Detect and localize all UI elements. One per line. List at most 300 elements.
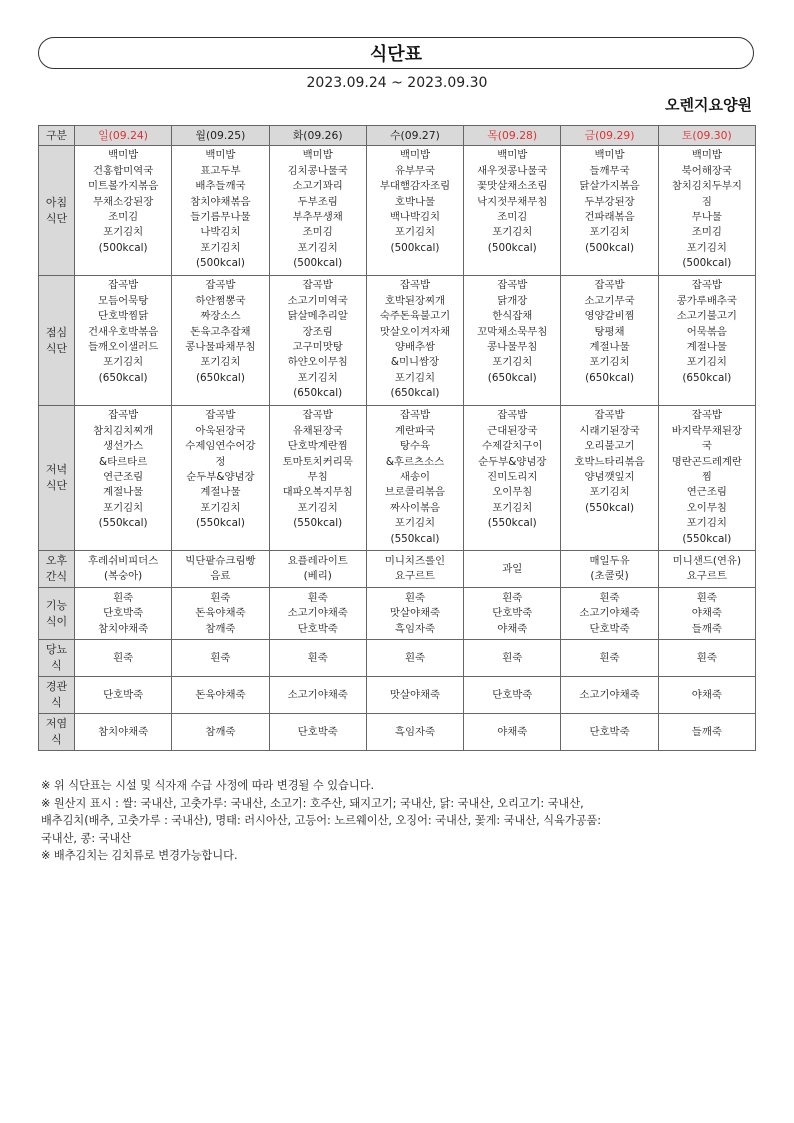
- menu-cell: [464, 551, 561, 588]
- diabetic-diet-row: [39, 640, 756, 677]
- menu-item: 흑임자죽: [394, 622, 436, 635]
- menu-item: (550kcal): [682, 532, 732, 545]
- row-label-line: 당뇨: [45, 643, 68, 657]
- page-title: 식단표: [38, 37, 754, 69]
- menu-item: 단호박죽: [589, 725, 630, 738]
- menu-item: 건새우호박볶음: [88, 325, 159, 338]
- menu-item: 포기김치: [297, 501, 338, 514]
- menu-item: 요구르트: [394, 570, 436, 583]
- menu-item: (복숭아): [104, 570, 143, 583]
- row-label-line: 경관: [45, 680, 68, 694]
- menu-item: 포기김치: [492, 226, 533, 239]
- menu-item: 포기김치: [589, 486, 630, 499]
- menu-item: 표고두부: [200, 164, 241, 177]
- row-label-line: 점심: [45, 325, 68, 339]
- menu-item: 야채죽: [497, 725, 528, 738]
- menu-item: 잡곡밥: [205, 409, 236, 422]
- menu-item: 호박된장찌개: [384, 294, 446, 307]
- menu-item: 어묵볶음: [686, 325, 727, 338]
- menu-item: 모듬어묵탕: [98, 294, 149, 307]
- menu-item: 잡곡밥: [302, 409, 333, 422]
- menu-item: 백미밥: [691, 149, 722, 162]
- menu-item: (550kcal): [585, 501, 635, 514]
- menu-item: 배추들깨국: [195, 180, 246, 193]
- row-label: [39, 640, 75, 677]
- menu-item: 단호박죽: [297, 725, 338, 738]
- menu-cell: [366, 714, 463, 751]
- menu-cell: [366, 588, 463, 640]
- menu-item: 생선가스: [103, 440, 144, 453]
- menu-item: 흰죽: [404, 591, 426, 604]
- menu-cell: [561, 640, 658, 677]
- menu-item: 순두부&양념장: [478, 455, 547, 468]
- menu-item: (500kcal): [293, 257, 343, 270]
- menu-item: 소고기무국: [584, 294, 635, 307]
- menu-cell: [269, 714, 366, 751]
- menu-cell: [658, 677, 755, 714]
- menu-item: 백미밥: [594, 149, 625, 162]
- menu-item: 들깨오이샐러드: [88, 341, 159, 354]
- menu-item: 찜: [701, 471, 712, 484]
- menu-item: 정: [215, 455, 226, 468]
- menu-item: 요플레라이트: [287, 555, 348, 567]
- menu-item: 부추무생채: [292, 211, 343, 224]
- menu-item: 미트볼가지볶음: [88, 180, 159, 193]
- menu-cell: [269, 588, 366, 640]
- menu-item: 흰죽: [307, 651, 328, 664]
- menu-item: 포기김치: [103, 356, 144, 369]
- menu-cell: [75, 276, 172, 406]
- menu-cell: [561, 588, 658, 640]
- menu-item: 꼬막채소묵무침: [477, 325, 548, 338]
- menu-item: 잡곡밥: [108, 409, 139, 422]
- menu-item: 참깨죽: [205, 725, 236, 738]
- row-label: [39, 276, 75, 406]
- menu-item: (650kcal): [682, 371, 732, 384]
- row-label-line: 식: [51, 733, 62, 747]
- header-day: 목(09.28): [464, 126, 561, 146]
- menu-item: 포기김치: [589, 226, 630, 239]
- menu-item: (500kcal): [682, 257, 732, 270]
- menu-cell: [75, 714, 172, 751]
- menu-item: 숙주돈육불고기: [379, 310, 451, 323]
- menu-item: 흰죽: [210, 591, 231, 604]
- menu-item: 무나물: [691, 211, 722, 224]
- menu-item: 돈육고추잡채: [190, 325, 251, 338]
- menu-item: 토마토치커리묵: [282, 455, 353, 468]
- menu-item: 소고기야채죽: [579, 688, 640, 701]
- menu-item: 아욱된장국: [195, 424, 246, 437]
- menu-cell: [366, 640, 463, 677]
- note-line: ※ 원산지 표시 : 쌀: 국내산, 고춧가루: 국내산, 소고기: 호주산, 돼지고기; 국내산, 닭: 국내산, 오리고기: 국내산,: [41, 796, 584, 810]
- menu-item: 백미밥: [205, 149, 236, 162]
- menu-item: 백미밥: [497, 149, 528, 162]
- menu-item: 음료: [210, 570, 231, 583]
- menu-item: 잡곡밥: [594, 409, 625, 422]
- menu-item: 맛살야채죽: [389, 607, 441, 620]
- menu-cell: [464, 640, 561, 677]
- menu-item: &미니쌈장: [390, 356, 440, 369]
- menu-cell: [464, 714, 561, 751]
- menu-item: 흰죽: [502, 591, 523, 604]
- menu-item: 들깨무국: [589, 164, 630, 177]
- row-label-line: 간식: [45, 570, 68, 584]
- menu-cell: [561, 276, 658, 406]
- menu-item: 새우젓콩나물국: [477, 164, 548, 177]
- note-line: 국내산, 콩: 국내산: [41, 831, 132, 845]
- menu-item: 바지락무채된장: [671, 424, 742, 437]
- menu-cell: [658, 406, 755, 551]
- row-label: [39, 714, 75, 751]
- menu-item: 닭개장: [497, 294, 528, 307]
- row-label-line: 저염: [45, 717, 68, 731]
- menu-item: 수제임연수어강: [185, 440, 256, 453]
- menu-cell: [75, 640, 172, 677]
- menu-item: 포기김치: [589, 356, 630, 369]
- menu-item: 명란곤드레계란: [671, 455, 742, 468]
- menu-item: 흰죽: [113, 651, 134, 664]
- menu-item: 두부조림: [297, 195, 338, 208]
- menu-item: 백나박김치: [389, 211, 441, 224]
- menu-item: (550kcal): [390, 532, 440, 545]
- menu-item: 단호박계란찜: [287, 440, 348, 453]
- menu-item: 참깨죽: [205, 622, 236, 635]
- menu-cell: [561, 406, 658, 551]
- menu-item: (초콜릿): [590, 570, 629, 583]
- menu-item: 콩나물파채무침: [185, 341, 256, 354]
- menu-item: 두부강된장: [584, 195, 635, 208]
- menu-cell: [366, 677, 463, 714]
- menu-item: &후르츠소스: [385, 455, 445, 468]
- menu-item: 근대된장국: [487, 424, 538, 437]
- menu-item: 단호박찜닭: [98, 310, 149, 323]
- menu-item: 잡곡밥: [691, 409, 722, 422]
- menu-cell: [561, 677, 658, 714]
- menu-item: 꽃맛살채소조림: [477, 180, 548, 193]
- menu-item: 잡곡밥: [594, 279, 625, 292]
- header-day: 토(09.30): [658, 126, 755, 146]
- dinner-row: [39, 406, 756, 551]
- menu-item: 닭살가지볶음: [579, 180, 640, 193]
- menu-item: 요구르트: [686, 570, 727, 583]
- menu-item: 단호박죽: [103, 607, 144, 620]
- menu-cell: [172, 146, 269, 276]
- menu-period: 2023.09.24 ~ 2023.09.30: [306, 75, 488, 91]
- menu-item: 돈육야채죽: [195, 688, 246, 701]
- header-row: [39, 126, 756, 146]
- menu-item: 흰죽: [696, 651, 717, 664]
- header-day: 월(09.25): [172, 126, 269, 146]
- menu-item: (650kcal): [390, 387, 440, 400]
- menu-item: 수제갈치구이: [482, 440, 543, 453]
- menu-item: 소고기야채죽: [287, 688, 348, 701]
- menu-item: (500kcal): [195, 257, 245, 270]
- low-salt-row: [39, 714, 756, 751]
- menu-item: 잡곡밥: [302, 279, 333, 292]
- menu-item: 브로콜리볶음: [384, 486, 446, 499]
- menu-item: 소고기야채죽: [287, 607, 348, 620]
- menu-item: (550kcal): [293, 517, 343, 530]
- header-day: 일(09.24): [75, 126, 172, 146]
- menu-cell: [464, 146, 561, 276]
- menu-item: 호박나물: [394, 195, 436, 208]
- menu-item: 건파래볶음: [584, 211, 635, 224]
- menu-item: 참치김치두부지: [671, 180, 742, 193]
- menu-cell: [172, 640, 269, 677]
- menu-item: (500kcal): [98, 241, 148, 254]
- menu-item: 짜사이볶음: [389, 501, 441, 514]
- menu-item: 들기름무나물: [190, 211, 251, 224]
- menu-item: 단호박죽: [492, 688, 533, 701]
- menu-item: 돈육야채죽: [195, 607, 246, 620]
- menu-item: 흰죽: [599, 651, 620, 664]
- menu-item: 흰죽: [599, 591, 620, 604]
- menu-cell: [75, 146, 172, 276]
- menu-item: 연근조림: [103, 471, 144, 484]
- menu-item: 잡곡밥: [108, 279, 139, 292]
- note-line: ※ 위 식단표는 시설 및 식자재 수급 사정에 따라 변경될 수 있습니다.: [41, 779, 375, 792]
- menu-item: 계절나물: [589, 341, 630, 354]
- menu-cell: [75, 551, 172, 588]
- breakfast-row: [39, 146, 756, 276]
- menu-item: 순두부&양념장: [186, 471, 255, 484]
- menu-item: 포기김치: [394, 371, 436, 384]
- menu-item: 포기김치: [103, 501, 144, 514]
- menu-item: 고구미맛탕: [292, 341, 343, 354]
- menu-item: (500kcal): [585, 241, 635, 254]
- menu-item: 흰죽: [210, 651, 231, 664]
- menu-item: 맛살야채죽: [389, 688, 441, 701]
- row-label-line: 기능: [45, 598, 68, 612]
- menu-item: 포기김치: [297, 371, 338, 384]
- row-label: [39, 551, 75, 588]
- menu-item: 흰죽: [113, 591, 134, 604]
- menu-item: 계란파국: [394, 424, 436, 437]
- menu-cell: [172, 551, 269, 588]
- menu-item: 소고기꽈리: [292, 180, 343, 193]
- menu-item: 무침: [307, 471, 328, 484]
- menu-item: 미니치즈롤인: [384, 555, 446, 567]
- menu-item: 잡곡밥: [205, 279, 236, 292]
- row-label: [39, 406, 75, 551]
- menu-cell: [366, 406, 463, 551]
- menu-cell: [658, 640, 755, 677]
- menu-item: 빅단팥슈크림빵: [185, 555, 256, 567]
- menu-cell: [658, 714, 755, 751]
- menu-item: 잡곡밥: [691, 279, 722, 292]
- notes: [41, 777, 753, 865]
- menu-item: 후레쉬비피더스: [88, 555, 159, 567]
- menu-item: 영양갈비찜: [584, 310, 635, 323]
- menu-cell: [464, 406, 561, 551]
- header-day: 금(09.29): [561, 126, 658, 146]
- menu-cell: [561, 551, 658, 588]
- menu-item: 포기김치: [394, 226, 436, 239]
- menu-item: 하얀쩜뽕국: [195, 294, 246, 307]
- menu-cell: [366, 551, 463, 588]
- menu-item: 백미밥: [399, 149, 431, 162]
- row-label-line: 식: [51, 659, 62, 673]
- menu-item: 조미김: [302, 226, 333, 239]
- menu-item: 백미밥: [302, 149, 333, 162]
- menu-item: 들깨죽: [691, 622, 722, 635]
- lunch-row: [39, 276, 756, 406]
- row-label-line: 식단: [45, 341, 68, 355]
- menu-cell: [561, 146, 658, 276]
- row-label-line: 식단: [45, 211, 68, 225]
- row-label: [39, 588, 75, 640]
- menu-item: 포기김치: [200, 356, 241, 369]
- menu-item: 잡곡밥: [497, 279, 528, 292]
- menu-item: 단호박죽: [589, 622, 630, 635]
- functional-diet-row: [39, 588, 756, 640]
- row-label-line: 식: [51, 696, 62, 710]
- header-day: 화(09.26): [269, 126, 366, 146]
- row-label-line: 오후: [45, 554, 68, 568]
- menu-item: 하얀오이무침: [287, 356, 348, 369]
- menu-item: (550kcal): [195, 517, 245, 530]
- menu-cell: [658, 276, 755, 406]
- menu-item: 한식잡채: [492, 310, 533, 323]
- menu-item: 시래기된장국: [579, 424, 640, 437]
- menu-item: 나박김치: [200, 226, 241, 239]
- menu-item: 소고기야채죽: [579, 607, 640, 620]
- menu-item: 흰죽: [307, 591, 328, 604]
- menu-item: (500kcal): [487, 241, 537, 254]
- menu-item: 소고기불고기: [676, 310, 737, 323]
- menu-item: 야채죽: [691, 688, 722, 701]
- menu-item: 유부무국: [394, 164, 436, 177]
- menu-item: (550kcal): [487, 517, 537, 530]
- row-label: [39, 146, 75, 276]
- menu-item: 포기김치: [200, 501, 241, 514]
- menu-item: 연근조림: [686, 486, 727, 499]
- menu-cell: [658, 588, 755, 640]
- menu-item: 짜장소스: [200, 310, 241, 323]
- menu-item: 낙지젓무채무침: [477, 195, 548, 208]
- menu-cell: [366, 146, 463, 276]
- menu-item: 포기김치: [686, 356, 727, 369]
- menu-item: 단호박죽: [297, 622, 338, 635]
- menu-cell: [75, 677, 172, 714]
- menu-item: 포기김치: [297, 241, 338, 254]
- menu-cell: [269, 551, 366, 588]
- menu-item: 포기김치: [103, 226, 144, 239]
- menu-item: 과일: [502, 562, 523, 575]
- menu-table: [38, 125, 756, 751]
- menu-cell: [172, 677, 269, 714]
- menu-item: 오이무침: [686, 501, 727, 514]
- menu-item: 단호박죽: [103, 688, 144, 701]
- menu-item: 흰죽: [404, 651, 426, 664]
- note-line: ※ 배추김치는 김치류로 변경가능합니다.: [41, 849, 238, 863]
- menu-item: 양념깻잎지: [584, 471, 635, 484]
- menu-cell: [269, 677, 366, 714]
- menu-item: (650kcal): [98, 371, 148, 384]
- menu-item: (650kcal): [195, 371, 245, 384]
- menu-cell: [269, 640, 366, 677]
- row-label-line: 아침: [45, 195, 68, 209]
- menu-item: 탕수육: [399, 440, 431, 453]
- menu-item: 야채죽: [497, 622, 528, 635]
- menu-item: 잡곡밥: [399, 409, 431, 422]
- menu-item: 참치야채죽: [98, 725, 149, 738]
- menu-item: 포기김치: [686, 241, 727, 254]
- menu-item: 백미밥: [108, 149, 139, 162]
- menu-item: 소고기미역국: [287, 294, 348, 307]
- menu-item: (650kcal): [293, 387, 343, 400]
- menu-item: 단호박죽: [492, 607, 533, 620]
- menu-cell: [172, 588, 269, 640]
- menu-item: 호박느타리볶음: [574, 455, 645, 468]
- menu-item: 흑임자죽: [394, 725, 436, 738]
- menu-item: 유채된장국: [292, 424, 343, 437]
- menu-cell: [658, 551, 755, 588]
- menu-item: 오이무침: [492, 486, 533, 499]
- menu-item: 포기김치: [492, 356, 533, 369]
- menu-item: 탕평채: [594, 325, 625, 338]
- menu-item: 매일두유: [589, 555, 630, 567]
- menu-item: 미니샌드(연유): [672, 555, 742, 567]
- menu-cell: [172, 714, 269, 751]
- row-label-line: 식단: [45, 479, 68, 493]
- menu-item: 짐: [701, 195, 712, 208]
- menu-item: (550kcal): [98, 517, 148, 530]
- menu-item: 콩가루배추국: [676, 294, 737, 307]
- menu-item: 맛살오이겨자채: [379, 325, 451, 338]
- tube-feeding-row: [39, 677, 756, 714]
- menu-item: 부대햄감자조림: [379, 180, 451, 193]
- menu-item: 참치야채볶음: [190, 195, 251, 208]
- menu-item: 포기김치: [200, 241, 241, 254]
- facility-name: 오렌지요양원: [665, 96, 752, 114]
- menu-item: 잡곡밥: [399, 279, 431, 292]
- menu-cell: [75, 406, 172, 551]
- menu-cell: [464, 276, 561, 406]
- menu-item: 참치김치찌개: [93, 424, 154, 437]
- menu-cell: [269, 146, 366, 276]
- menu-item: 닭살메추리알: [287, 310, 348, 323]
- menu-item: 오리불고기: [584, 440, 635, 453]
- menu-cell: [464, 588, 561, 640]
- menu-item: 건홍합미역국: [93, 164, 154, 177]
- menu-item: (650kcal): [487, 371, 537, 384]
- menu-cell: [366, 276, 463, 406]
- menu-item: 김치콩나물국: [287, 164, 348, 177]
- menu-item: (650kcal): [585, 371, 635, 384]
- menu-item: 북어해장국: [681, 164, 732, 177]
- menu-body: [39, 146, 756, 751]
- menu-item: 야채죽: [691, 607, 722, 620]
- menu-item: 잡곡밥: [497, 409, 528, 422]
- menu-item: 콩나물무침: [487, 341, 538, 354]
- menu-cell: [269, 406, 366, 551]
- row-label-line: 저녁: [45, 463, 68, 477]
- menu-item: 계절나물: [686, 341, 727, 354]
- menu-item: 대파오복지무침: [282, 486, 353, 499]
- menu-item: 조미김: [497, 211, 528, 224]
- menu-item: 진미도리지: [487, 471, 538, 484]
- menu-cell: [464, 677, 561, 714]
- header-day: 수(09.27): [366, 126, 463, 146]
- snack-row: [39, 551, 756, 588]
- menu-item: 흰죽: [696, 591, 717, 604]
- menu-cell: [172, 406, 269, 551]
- menu-item: 포기김치: [394, 517, 436, 530]
- menu-item: 계절나물: [200, 486, 241, 499]
- note-line: 배추김치(배추, 고춧가루 : 국내산), 명태: 러시아산, 고등어: 노르웨이산, 오징어: 국내산, 꽃게: 국내산, 식육가공품:: [41, 814, 602, 828]
- menu-item: 조미김: [108, 211, 139, 224]
